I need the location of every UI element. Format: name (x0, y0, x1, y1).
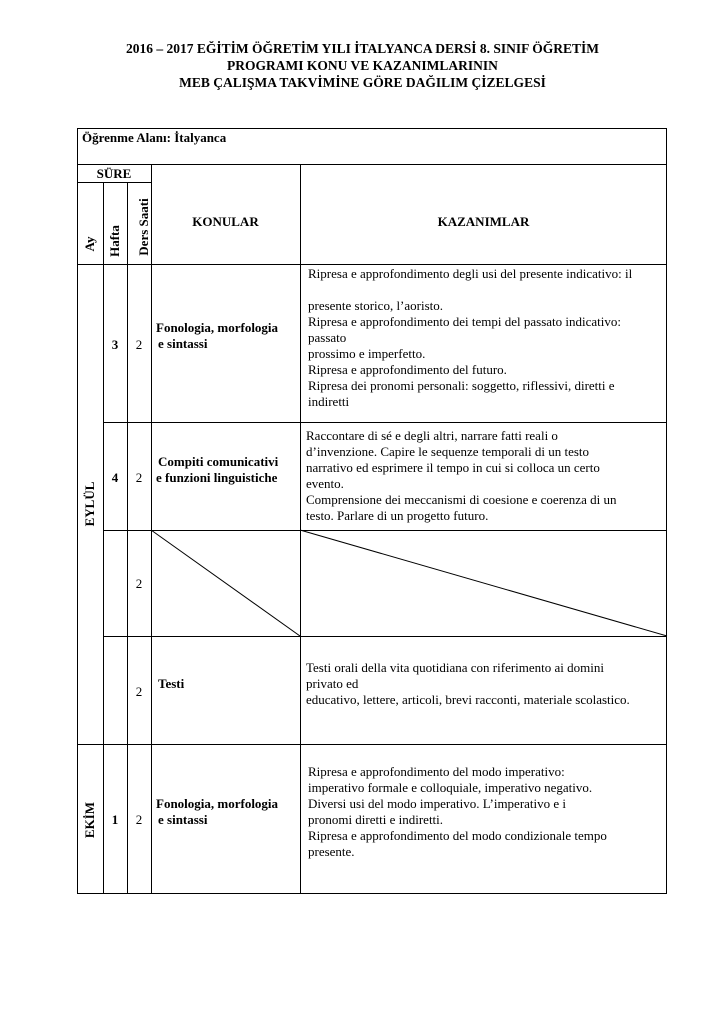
kazanim-line: Ripresa e approfondimento del futuro. (308, 362, 507, 377)
ders-saati-value: 2 (135, 576, 143, 591)
kazanim-cell (308, 266, 632, 410)
konu-cell (156, 796, 278, 828)
kazanim-line: testo. Parlare di un progetto futuro. (306, 508, 489, 523)
ders-saati-value: 2 (135, 684, 143, 699)
title-line: PROGRAMI KONU VE KAZANIMLARININ (227, 58, 498, 73)
kazanim-line: Raccontare di sé e degli altri, narrare fatti reali o (306, 428, 558, 443)
hafta-value: 4 (111, 470, 119, 485)
month-ekim: EKİM (82, 801, 97, 839)
kazanim-line: presente storico, l’aoristo. (308, 298, 444, 313)
header-ay: Ay (82, 236, 97, 252)
kazanim-cell (306, 428, 616, 524)
konu-line: e sintassi (158, 812, 208, 827)
kazanim-line: Ripresa dei pronomi personali: soggetto, riflessivi, diretti e (308, 378, 615, 393)
kazanim-line: indiretti (308, 394, 350, 409)
title-line: 2016 – 2017 EĞİTİM ÖĞRETİM YILI İTALYANCA DERSİ 8. SINIF ÖĞRETİM (126, 41, 599, 56)
kazanim-line: privato ed (306, 676, 359, 691)
konu-line: Fonologia, morfologia (156, 796, 279, 811)
kazanim-line: Ripresa e approfondimento del modo imperativo: (308, 764, 565, 779)
header-kazanimlar: KAZANIMLAR (437, 214, 530, 229)
ders-saati-value: 2 (135, 812, 143, 827)
konu-line: Fonologia, morfologia (156, 320, 279, 335)
kazanim-cell (306, 660, 630, 708)
ders-saati-value: 2 (135, 337, 143, 352)
kazanim-line: evento. (306, 476, 344, 491)
header-hafta: Hafta (107, 225, 122, 257)
konu-line: Testi (158, 676, 185, 691)
konu-cell (158, 676, 184, 692)
kazanim-line: Ripresa e approfondimento del modo condizionale tempo (308, 828, 607, 843)
ders-saati-value: 2 (135, 470, 143, 485)
kazanim-line: imperativo formale e colloquiale, imperativo negativo. (308, 780, 593, 795)
kazanim-line: educativo, lettere, articoli, brevi racconti, materiale scolastico. (306, 692, 630, 707)
konu-line: e sintassi (158, 336, 208, 351)
konu-line: Compiti comunicativi (158, 454, 279, 469)
hafta-value: 3 (111, 337, 119, 352)
kazanim-line: passato (308, 330, 347, 345)
konu-cell (156, 320, 278, 352)
month-eylul: EYLÜL (82, 481, 97, 527)
kazanim-line: prossimo e imperfetto. (308, 346, 426, 361)
kazanim-line (308, 282, 632, 298)
konu-cell (156, 454, 278, 486)
kazanim-cell (308, 764, 607, 860)
konu-line: e funzioni linguistiche (156, 470, 278, 485)
kazanim-line: d’invenzione. Capire le sequenze temporali di un testo (306, 444, 590, 459)
header-ders-saati: Ders Saati (136, 198, 151, 256)
kazanim-line: narrativo ed esprimere il tempo in cui si colloca un certo (306, 460, 600, 475)
kazanim-line: Ripresa e approfondimento degli usi del presente indicativo: il (308, 266, 633, 281)
kazanim-line: Comprensione dei meccanismi di coesione e coerenza di un (306, 492, 617, 507)
kazanim-line: pronomi diretti e indiretti. (308, 812, 444, 827)
title-line: MEB ÇALIŞMA TAKVİMİNE GÖRE DAĞILIM ÇİZELGESİ (179, 75, 546, 90)
kazanim-line: presente. (308, 844, 355, 859)
header-sure: SÜRE (96, 166, 132, 181)
kazanim-line: Testi orali della vita quotidiana con riferimento ai domini (306, 660, 605, 675)
kazanim-line: Ripresa e approfondimento dei tempi del passato indicativo: (308, 314, 622, 329)
header-konular: KONULAR (192, 214, 259, 229)
learning-area: Öğrenme Alanı: İtalyanca (82, 130, 227, 145)
hafta-value: 1 (111, 812, 119, 827)
kazanim-line: Diversi usi del modo imperativo. L’imperativo e i (308, 796, 567, 811)
